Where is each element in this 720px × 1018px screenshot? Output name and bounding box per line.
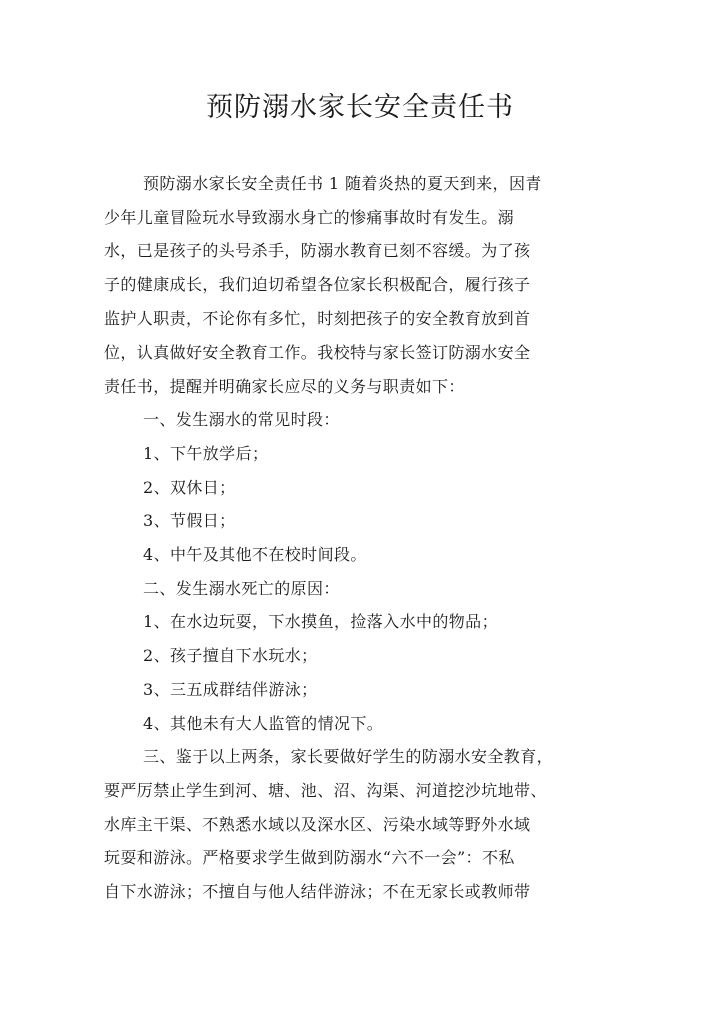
paragraph-line: 少年儿童冒险玩水导致溺水身亡的惨痛事故时有发生。溺: [104, 208, 515, 227]
document-title: 预防溺水家长安全责任书: [206, 92, 514, 123]
section-heading: 二、发生溺水死亡的原因：: [143, 579, 340, 598]
paragraph-line: 监护人职责，不论你有多忙，时刻把孩子的安全教育放到首: [104, 309, 531, 328]
list-item: 1、下午放学后；: [143, 444, 269, 463]
paragraph-line: 水，已是孩子的头号杀手，防溺水教育已刻不容缓。为了孩: [104, 241, 531, 260]
section-heading: 三、鉴于以上两条，家长要做好学生的防溺水安全教育，: [143, 747, 554, 766]
list-item: 1、在水边玩耍，下水摸鱼，捡落入水中的物品；: [143, 612, 498, 631]
paragraph-line: 自下水游泳；不擅自与他人结伴游泳；不在无家长或教师带: [104, 882, 531, 901]
list-item: 3、节假日；: [143, 511, 236, 530]
list-item: 4、中午及其他不在校时间段。: [143, 545, 367, 564]
paragraph-line: 责任书，提醒并明确家长应尽的义务与职责如下：: [104, 377, 465, 396]
paragraph-line: 要严厉禁止学生到河、塘、池、沼、沟渠、河道挖沙坑地带、: [104, 781, 547, 800]
section-heading: 一、发生溺水的常见时段：: [143, 410, 340, 429]
paragraph-line: 水库主干渠、不熟悉水域以及深水区、污染水域等野外水域: [104, 815, 531, 834]
list-item: 2、孩子擅自下水玩水；: [143, 646, 318, 665]
list-item: 2、双休日；: [143, 478, 236, 497]
paragraph-line: 子的健康成长，我们迫切希望各位家长积极配合，履行孩子: [104, 275, 531, 294]
list-item: 3、三五成群结伴游泳；: [143, 680, 318, 699]
list-item: 4、其他未有大人监管的情况下。: [143, 714, 384, 733]
paragraph-line: 位，认真做好安全教育工作。我校特与家长签订防溺水安全: [104, 343, 531, 362]
paragraph-line: 预防溺水家长安全责任书 1 随着炎热的夏天到来，因青: [143, 174, 542, 193]
paragraph-line: 玩耍和游泳。严格要求学生做到防溺水“六不一会”：不私: [104, 848, 515, 867]
